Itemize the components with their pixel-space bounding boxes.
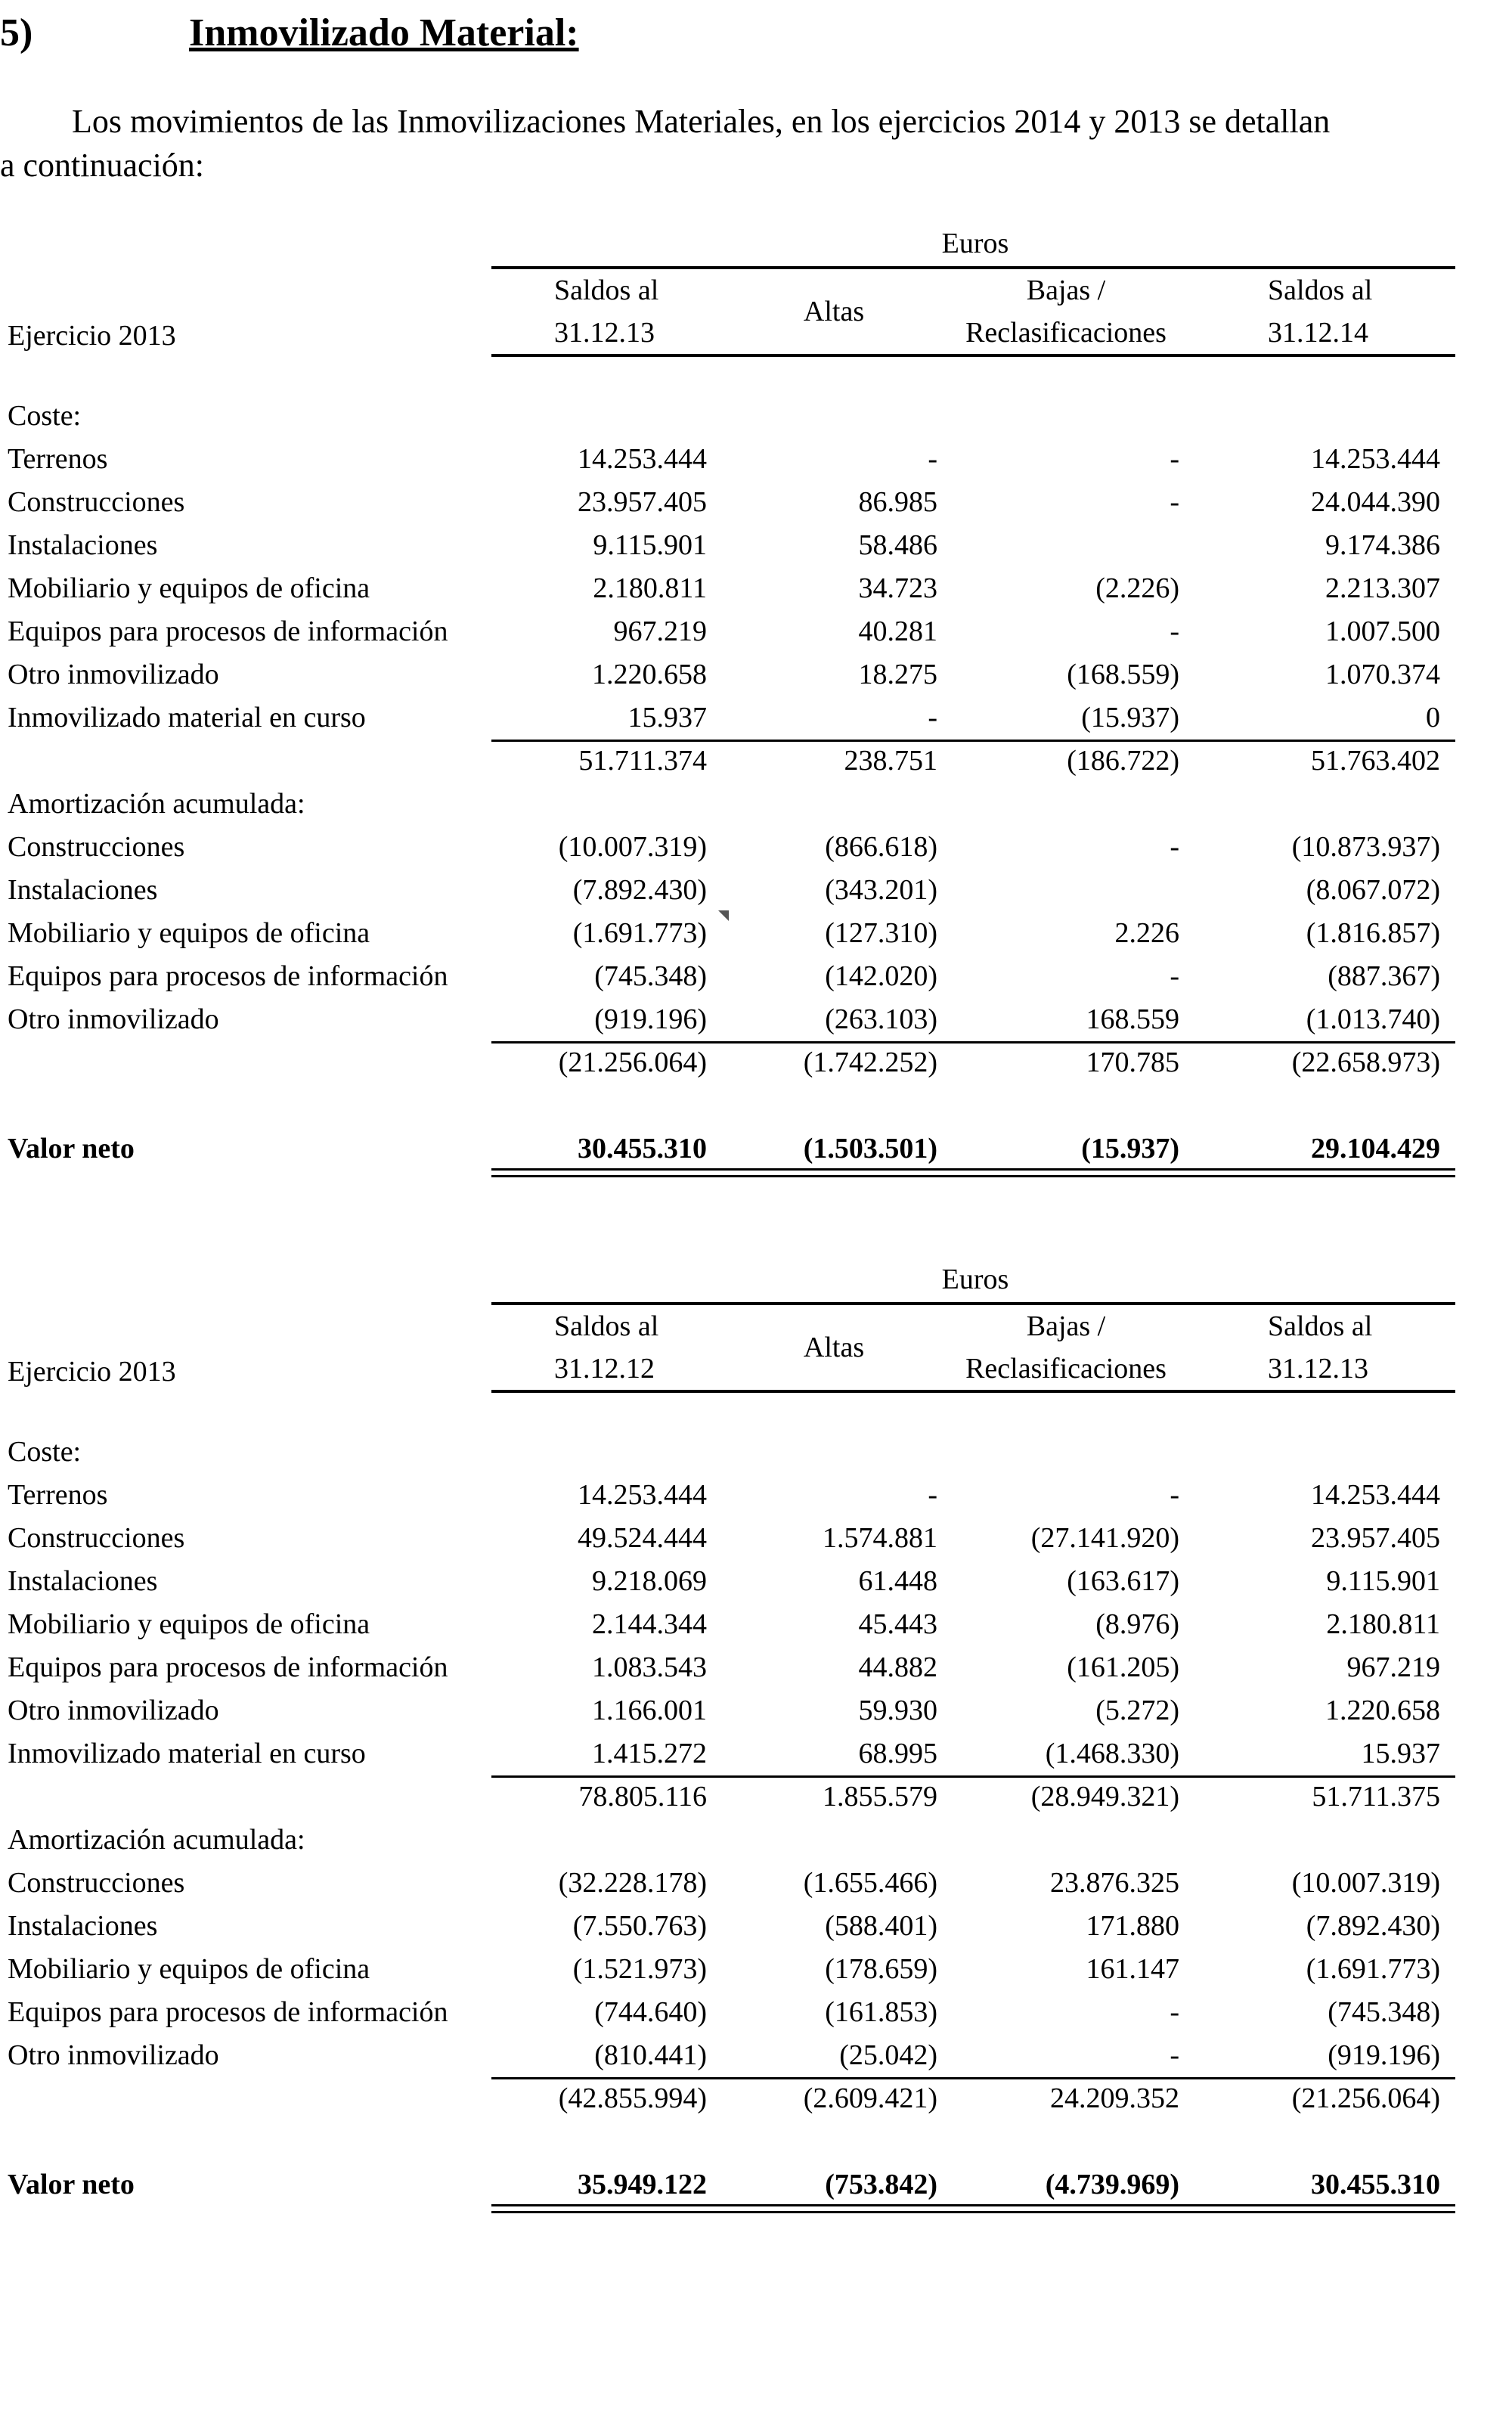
cell-value: 9.218.069 — [592, 1565, 707, 1597]
cell-value: - — [928, 1479, 937, 1511]
subtotal-rule — [491, 1775, 1455, 1778]
cell-value: (745.348) — [1328, 1996, 1440, 2028]
cell-value: 40.281 — [858, 616, 937, 647]
movements-table — [0, 227, 1455, 1210]
double-rule-bottom — [491, 2211, 1455, 2213]
cell-value: 2.213.307 — [1325, 572, 1440, 604]
cell-value: (142.020) — [825, 960, 937, 992]
cell-value: 170.785 — [1086, 1047, 1179, 1078]
movements-table — [0, 1263, 1455, 2246]
cell-value: - — [928, 702, 937, 733]
row-label: Mobiliario y equipos de oficina — [8, 572, 370, 604]
row-label: Equipos para procesos de información — [8, 960, 448, 992]
cell-value: (21.256.064) — [1291, 2082, 1440, 2114]
col-header-opening-date: 31.12.12 — [554, 1353, 655, 1385]
row-label: Valor neto — [8, 1133, 135, 1164]
cell-value: 1.166.001 — [592, 1695, 707, 1726]
cell-value: 23.957.405 — [578, 486, 707, 518]
cell-value: - — [928, 443, 937, 475]
cell-value: 68.995 — [858, 1738, 937, 1769]
row-label: Otro inmovilizado — [8, 659, 219, 690]
cell-value: (10.007.319) — [1291, 1867, 1440, 1899]
cell-value: 1.070.374 — [1325, 659, 1440, 690]
cell-value: - — [1170, 831, 1179, 863]
section-label-cost: Coste: — [8, 400, 82, 432]
cell-value: (10.007.319) — [558, 831, 707, 863]
double-rule-top — [491, 1168, 1455, 1171]
row-label: Instalaciones — [8, 1910, 158, 1942]
col-header-disposals: Bajas / — [1026, 274, 1106, 306]
header-bottom-rule — [491, 1390, 1455, 1393]
cell-value: 86.985 — [858, 486, 937, 518]
cell-value: 51.711.375 — [1312, 1781, 1440, 1813]
cell-value: (15.937) — [1081, 1133, 1179, 1164]
cell-value: (2.226) — [1095, 572, 1179, 604]
col-header-closing-date: 31.12.14 — [1268, 317, 1368, 349]
cell-value: (343.201) — [825, 874, 937, 906]
cell-value: 23.876.325 — [1050, 1867, 1179, 1899]
cell-value: 23.957.405 — [1311, 1522, 1440, 1554]
cell-value: (4.739.969) — [1045, 2169, 1179, 2200]
cell-value: (178.659) — [825, 1953, 937, 1985]
cell-value: (22.658.973) — [1291, 1047, 1440, 1078]
cell-value: (588.401) — [825, 1910, 937, 1942]
exercise-label: Ejercicio 2013 — [8, 1356, 176, 1388]
row-label: Inmovilizado material en curso — [8, 702, 366, 733]
cell-value: (21.256.064) — [558, 1047, 707, 1078]
cell-value: (1.013.740) — [1306, 1003, 1440, 1035]
cell-value: (8.067.072) — [1306, 874, 1440, 906]
row-label: Instalaciones — [8, 1565, 158, 1597]
cell-value: (28.949.321) — [1030, 1781, 1179, 1813]
cell-value: (263.103) — [825, 1003, 937, 1035]
cell-value: 15.937 — [1361, 1738, 1440, 1769]
row-label: Construcciones — [8, 1867, 185, 1899]
cell-value: (8.976) — [1095, 1608, 1179, 1640]
cell-value: (161.853) — [825, 1996, 937, 2028]
cell-value: (168.559) — [1067, 659, 1179, 690]
row-label: Mobiliario y equipos de oficina — [8, 917, 370, 949]
row-label: Equipos para procesos de información — [8, 1996, 448, 2028]
cell-value: 161.147 — [1086, 1953, 1179, 1985]
row-label: Valor neto — [8, 2169, 135, 2200]
cell-value: (25.042) — [839, 2039, 937, 2071]
cell-value: (163.617) — [1067, 1565, 1179, 1597]
currency-label: Euros — [941, 228, 1009, 259]
cell-value: 44.882 — [858, 1651, 937, 1683]
row-label: Instalaciones — [8, 529, 158, 561]
cell-value: 967.219 — [1346, 1651, 1440, 1683]
cell-value: (7.550.763) — [572, 1910, 707, 1942]
cell-value: 168.559 — [1086, 1003, 1179, 1035]
cell-value: 1.220.658 — [592, 659, 707, 690]
cell-value: (5.272) — [1095, 1695, 1179, 1726]
intro-paragraph — [0, 100, 1512, 188]
exercise-label: Ejercicio 2013 — [8, 320, 176, 352]
row-label: Equipos para procesos de información — [8, 616, 448, 647]
cell-value: 2.226 — [1114, 917, 1179, 949]
cell-value: - — [1170, 2039, 1179, 2071]
cell-value: (1.742.252) — [803, 1047, 937, 1078]
subtotal-rule — [491, 1041, 1455, 1043]
cell-value: - — [1170, 960, 1179, 992]
cell-value: 18.275 — [858, 659, 937, 690]
cell-value: 1.007.500 — [1325, 616, 1440, 647]
cell-value: 1.415.272 — [592, 1738, 707, 1769]
cell-value: (919.196) — [594, 1003, 707, 1035]
cell-value: 51.711.374 — [578, 745, 707, 777]
cell-value: 1.220.658 — [1325, 1695, 1440, 1726]
col-header-disposals: Bajas / — [1026, 1310, 1106, 1342]
cell-value: 30.455.310 — [1311, 2169, 1440, 2200]
cell-value: 29.104.429 — [1311, 1133, 1440, 1164]
cell-value: (887.367) — [1328, 960, 1440, 992]
header-rule — [491, 266, 1455, 269]
cell-value: (866.618) — [825, 831, 937, 863]
header-bottom-rule — [491, 354, 1455, 357]
cell-value: (744.640) — [594, 1996, 707, 2028]
cell-value: 1.083.543 — [592, 1651, 707, 1683]
row-label: Construcciones — [8, 1522, 185, 1554]
intro-line-2: a continuación: — [0, 147, 205, 184]
cell-value: (7.892.430) — [1306, 1910, 1440, 1942]
cell-value: 14.253.444 — [1311, 1479, 1440, 1511]
cell-value: 9.115.901 — [1326, 1565, 1440, 1597]
col-header-additions: Altas — [803, 1332, 865, 1363]
cell-value: (42.855.994) — [558, 2082, 707, 2114]
cell-comment-marker — [718, 910, 729, 921]
double-rule-top — [491, 2204, 1455, 2206]
cell-value: 14.253.444 — [578, 1479, 707, 1511]
cell-value: 2.180.811 — [593, 572, 707, 604]
col-header-disposals-sub: Reclasificaciones — [965, 1353, 1167, 1385]
cell-value: - — [1170, 1479, 1179, 1511]
section-heading — [0, 11, 579, 55]
row-label: Construcciones — [8, 486, 185, 518]
row-label: Construcciones — [8, 831, 185, 863]
cell-value: 61.448 — [858, 1565, 937, 1597]
cell-value: 78.805.116 — [578, 1781, 707, 1813]
col-header-disposals-sub: Reclasificaciones — [965, 317, 1167, 349]
cell-value: 9.115.901 — [593, 529, 707, 561]
col-header-opening-date: 31.12.13 — [554, 317, 655, 349]
row-label: Otro inmovilizado — [8, 2039, 219, 2071]
col-header-additions: Altas — [803, 296, 865, 327]
cell-value: (1.816.857) — [1306, 917, 1440, 949]
cell-value: (2.609.421) — [803, 2082, 937, 2114]
cell-value: 24.044.390 — [1311, 486, 1440, 518]
currency-label: Euros — [941, 1264, 1009, 1295]
cell-value: (7.892.430) — [572, 874, 707, 906]
cell-value: (27.141.920) — [1030, 1522, 1179, 1554]
cell-value: 15.937 — [627, 702, 707, 733]
cell-value: (1.503.501) — [803, 1133, 937, 1164]
cell-value: (753.842) — [825, 2169, 937, 2200]
cell-value: 0 — [1426, 702, 1440, 733]
cell-value: - — [1170, 486, 1179, 518]
intro-line-1: Los movimientos de las Inmovilizaciones Materiales, en los ejercicios 2014 y 2013 se detallan — [72, 103, 1331, 140]
cell-value: (919.196) — [1328, 2039, 1440, 2071]
col-header-closing: Saldos al — [1268, 1310, 1373, 1342]
cell-value: (810.441) — [594, 2039, 707, 2071]
cell-value: (10.873.937) — [1291, 831, 1440, 863]
cell-value: 30.455.310 — [578, 1133, 707, 1164]
cell-value: - — [1170, 616, 1179, 647]
cell-value: (1.691.773) — [1306, 1953, 1440, 1985]
section-label-amortization: Amortización acumulada: — [8, 1824, 305, 1856]
cell-value: (186.722) — [1067, 745, 1179, 777]
row-label: Mobiliario y equipos de oficina — [8, 1608, 370, 1640]
subtotal-rule — [491, 740, 1455, 742]
cell-value: - — [1170, 443, 1179, 475]
section-title: Inmovilizado Material: — [189, 11, 579, 54]
cell-value: 59.930 — [858, 1695, 937, 1726]
cell-value: (745.348) — [594, 960, 707, 992]
cell-value: (127.310) — [825, 917, 937, 949]
section-number: 5) — [0, 11, 33, 54]
cell-value: (1.521.973) — [572, 1953, 707, 1985]
double-rule-bottom — [491, 1175, 1455, 1177]
cell-value: 14.253.444 — [578, 443, 707, 475]
col-header-closing: Saldos al — [1268, 274, 1373, 306]
cell-value: (1.691.773) — [572, 917, 707, 949]
cell-value: 34.723 — [858, 572, 937, 604]
cell-value: (15.937) — [1081, 702, 1179, 733]
cell-value: (32.228.178) — [558, 1867, 707, 1899]
row-label: Terrenos — [8, 1479, 108, 1511]
cell-value: (1.468.330) — [1045, 1738, 1179, 1769]
cell-value: 238.751 — [844, 745, 937, 777]
row-label: Equipos para procesos de información — [8, 1651, 448, 1683]
row-label: Mobiliario y equipos de oficina — [8, 1953, 370, 1985]
header-rule — [491, 1302, 1455, 1305]
subtotal-rule — [491, 2077, 1455, 2079]
row-label: Instalaciones — [8, 874, 158, 906]
col-header-opening: Saldos al — [554, 1310, 659, 1342]
cell-value: (161.205) — [1067, 1651, 1179, 1683]
cell-value: 51.763.402 — [1311, 745, 1440, 777]
cell-value: 967.219 — [613, 616, 707, 647]
cell-value: 45.443 — [858, 1608, 937, 1640]
cell-value: (1.655.466) — [803, 1867, 937, 1899]
cell-value: 58.486 — [858, 529, 937, 561]
cell-value: 49.524.444 — [578, 1522, 707, 1554]
cell-value: 2.144.344 — [592, 1608, 707, 1640]
col-header-opening: Saldos al — [554, 274, 659, 306]
section-label-cost: Coste: — [8, 1436, 82, 1468]
cell-value: 14.253.444 — [1311, 443, 1440, 475]
cell-value: 2.180.811 — [1326, 1608, 1440, 1640]
cell-value: 24.209.352 — [1050, 2082, 1179, 2114]
cell-value: 1.855.579 — [823, 1781, 937, 1813]
row-label: Terrenos — [8, 443, 108, 475]
row-label: Otro inmovilizado — [8, 1695, 219, 1726]
cell-value: 35.949.122 — [578, 2169, 707, 2200]
cell-value: 171.880 — [1086, 1910, 1179, 1942]
section-label-amortization: Amortización acumulada: — [8, 788, 305, 820]
row-label: Inmovilizado material en curso — [8, 1738, 366, 1769]
cell-value: 9.174.386 — [1325, 529, 1440, 561]
col-header-closing-date: 31.12.13 — [1268, 1353, 1368, 1385]
row-label: Otro inmovilizado — [8, 1003, 219, 1035]
cell-value: 1.574.881 — [823, 1522, 937, 1554]
cell-value: - — [1170, 1996, 1179, 2028]
